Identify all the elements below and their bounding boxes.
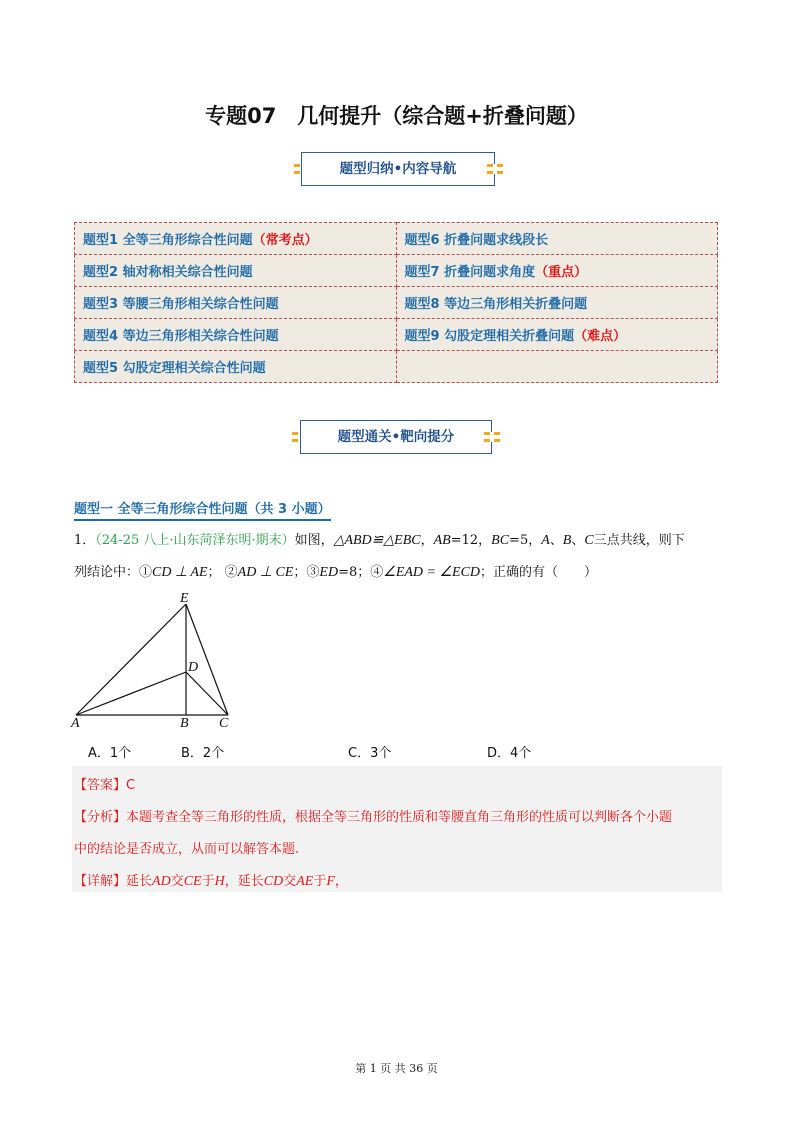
nav-box-content: 题型归纳•内容导航	[301, 152, 495, 186]
toc-item-label: 题型7 折叠问题求角度	[404, 265, 536, 280]
toc-item-label: 题型5 勾股定理相关综合性问题	[83, 361, 266, 376]
toc-item-tag: （难点）	[574, 329, 627, 344]
analysis-text-1: 本题考查全等三角形的性质，根据全等三角形的性质和等腰直角三角形的性质可以判断各个小题	[126, 810, 673, 825]
text-run: 交	[283, 874, 297, 889]
math-expression: H	[214, 874, 225, 889]
math-expression: AD	[152, 874, 171, 889]
text-run: 、	[571, 533, 585, 548]
text-run: 交	[170, 874, 184, 889]
text-run: 列结论中：①	[74, 565, 153, 580]
label-B: B	[180, 716, 189, 731]
text-run: 、	[549, 533, 563, 548]
answer-label: 【答案】	[74, 778, 127, 793]
detail-label: 【详解】	[74, 874, 127, 889]
text-run: ，延长	[224, 874, 264, 889]
text-run: 于	[201, 874, 215, 889]
text-run: =8；④	[338, 565, 384, 580]
text-run: ；③	[293, 565, 320, 580]
math-expression: AE	[296, 874, 314, 889]
text-run: ，	[334, 874, 348, 889]
option-d[interactable]: D．4个	[487, 746, 532, 761]
text-run: ；正确的有（ ）	[480, 565, 598, 580]
toc-item-label: 题型4 等边三角形相关综合性问题	[83, 329, 279, 344]
segment-AD	[76, 672, 186, 715]
text-run: 三点共线，则下	[593, 533, 685, 548]
math-expression: CD ⊥ AE	[152, 565, 208, 580]
answer-box	[72, 766, 722, 892]
label-C: C	[219, 716, 229, 731]
label-D: D	[188, 660, 199, 675]
text-run: ，	[420, 533, 434, 548]
text-run: 于	[313, 874, 327, 889]
question-source: （24-25 八上·山东菏泽东明·期末）	[95, 533, 295, 548]
detail-line	[74, 870, 348, 890]
option-b[interactable]: B．2个	[181, 746, 225, 761]
label-A: A	[71, 716, 80, 731]
math-expression: ED	[319, 565, 339, 580]
analysis-line-1	[74, 806, 672, 825]
text-run: 如图，	[294, 533, 334, 548]
segment-DC	[186, 672, 228, 715]
analysis-line-2: 中的结论是否成立，从而可以解答本题.	[74, 842, 300, 857]
toc-item-tag: （常考点）	[252, 233, 318, 248]
math-expression: CE	[183, 874, 202, 889]
toc-item-label: 题型2 轴对称相关综合性问题	[83, 265, 253, 280]
section-heading: 题型一 全等三角形综合性问题（共 3 小题）	[74, 498, 331, 521]
math-expression: C	[584, 533, 594, 548]
label-E: E	[180, 591, 189, 606]
math-expression: B	[562, 533, 572, 548]
option-c[interactable]: C．3个	[348, 746, 392, 761]
question-number: 1．	[74, 533, 96, 548]
math-expression: CD	[263, 874, 284, 889]
page-title: 专题07 几何提升（综合题+折叠问题）	[205, 104, 588, 128]
math-expression: F	[326, 874, 335, 889]
text-run: 延长	[126, 874, 153, 889]
nav-box-practice: 题型通关•靶向提分	[300, 420, 492, 454]
math-expression: A	[541, 533, 550, 548]
math-expression: AD ⊥ CE	[237, 565, 294, 580]
answer-value: C	[126, 778, 136, 793]
option-a[interactable]: A．1个	[88, 746, 132, 761]
toc-item-label: 题型3 等腰三角形相关综合性问题	[83, 297, 279, 312]
analysis-label: 【分析】	[74, 810, 127, 825]
math-expression: BC	[491, 533, 510, 548]
toc-item-label: 题型8 等边三角形相关折叠问题	[404, 297, 588, 312]
math-expression: ∠EAD = ∠ECD	[383, 565, 481, 580]
math-expression: △ABD≌△EBC	[333, 533, 421, 548]
toc-item-label: 题型9 勾股定理相关折叠问题	[404, 329, 575, 344]
segment-AE	[76, 604, 186, 715]
text-run: =12，	[450, 533, 492, 548]
toc-item-tag: （重点）	[535, 265, 588, 280]
text-run: =5，	[509, 533, 542, 548]
text-run: ； ②	[207, 565, 238, 580]
math-expression: AB	[433, 533, 451, 548]
toc-item-label: 题型6 折叠问题求线段长	[404, 233, 549, 248]
toc-item-label: 题型1 全等三角形综合性问题	[83, 233, 253, 248]
answer-line	[74, 774, 135, 793]
page-footer: 第 1 页 共 36 页	[355, 1062, 438, 1075]
